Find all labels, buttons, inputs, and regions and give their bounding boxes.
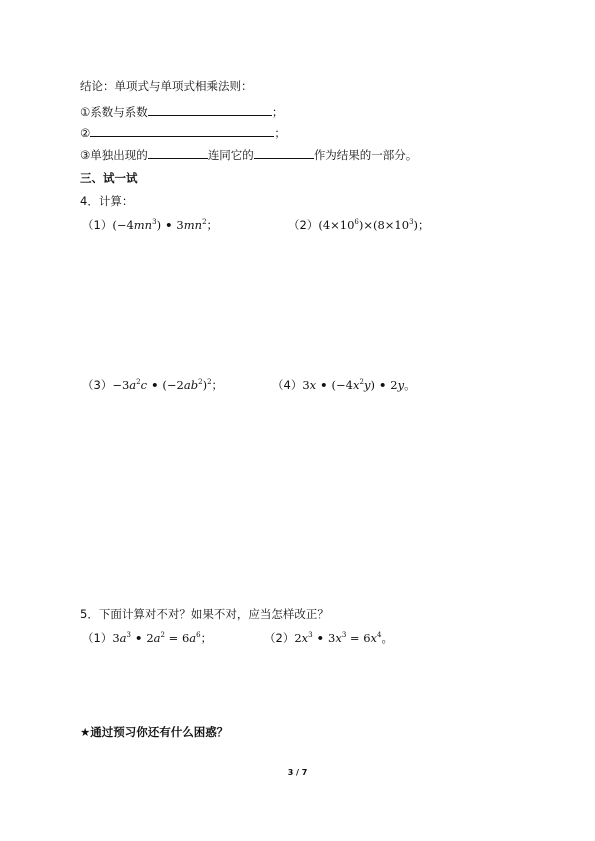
answer-blank[interactable] (254, 148, 314, 159)
math-expression: $(4\times 10^6)\times(8\times 10^3)$ (318, 218, 419, 232)
punctuation: ； (200, 631, 213, 645)
punctuation: ； (274, 126, 286, 140)
part-number: （4） (272, 378, 303, 392)
question-4-part-4 (272, 377, 416, 393)
conclusion-title: 结论：单项式与单项式相乘法则： (80, 79, 253, 93)
punctuation: 。 (381, 631, 394, 645)
punctuation: 。 (404, 378, 416, 392)
part-number: （2） (288, 218, 319, 232)
punctuation: ； (206, 218, 219, 232)
math-expression: $2x^3$ • $3x^3 = 6x^4$ (294, 631, 382, 645)
part-number: （3） (82, 378, 113, 392)
question-5-part-1 (82, 630, 212, 646)
conclusion-item-2-label: ② (80, 126, 91, 140)
conclusion-item-3 (80, 147, 417, 163)
question-4-part-3 (82, 377, 223, 393)
math-expression: $(-4mn^3)$ • $3mn^2$ (112, 218, 207, 232)
conclusion-item-3-text-a: ③单独出现的 (80, 148, 148, 162)
question-4-part-1 (82, 217, 218, 233)
part-number: （1） (82, 218, 113, 232)
math-expression: $3a^3$ • $2a^2 = 6a^6$ (112, 631, 201, 645)
answer-blank[interactable] (148, 105, 272, 116)
part-number: （2） (264, 631, 295, 645)
question-5-label: 5．下面计算对不对？如果不对，应当怎样改正？ (80, 607, 329, 621)
conclusion-item-1-label: ①系数与系数 (80, 105, 148, 119)
answer-blank[interactable] (148, 148, 208, 159)
punctuation: ； (418, 218, 430, 232)
conclusion-item-3-text-b: 连同它的 (207, 148, 254, 162)
conclusion-item-2 (80, 125, 286, 141)
punctuation: ； (211, 378, 224, 392)
answer-blank[interactable] (90, 126, 274, 137)
page-number: 3 / 7 (287, 768, 308, 777)
section-heading: 三、试一试 (80, 171, 138, 185)
question-5-part-2 (264, 630, 393, 646)
punctuation: ； (271, 105, 284, 119)
question-4-part-2 (288, 217, 430, 233)
reflection-prompt: ★通过预习你还有什么困惑？ (80, 725, 229, 739)
question-4-label: 4．计算： (80, 194, 134, 208)
conclusion-item-3-text-c: 作为结果的一部分。 (313, 148, 418, 162)
math-expression: $-3a^2c$ • $(-2ab^2)^2$ (112, 378, 212, 392)
conclusion-item-1 (80, 104, 283, 120)
math-expression: 3x • $(-4x^2y)$ • 2y (302, 378, 405, 392)
part-number: （1） (82, 631, 113, 645)
